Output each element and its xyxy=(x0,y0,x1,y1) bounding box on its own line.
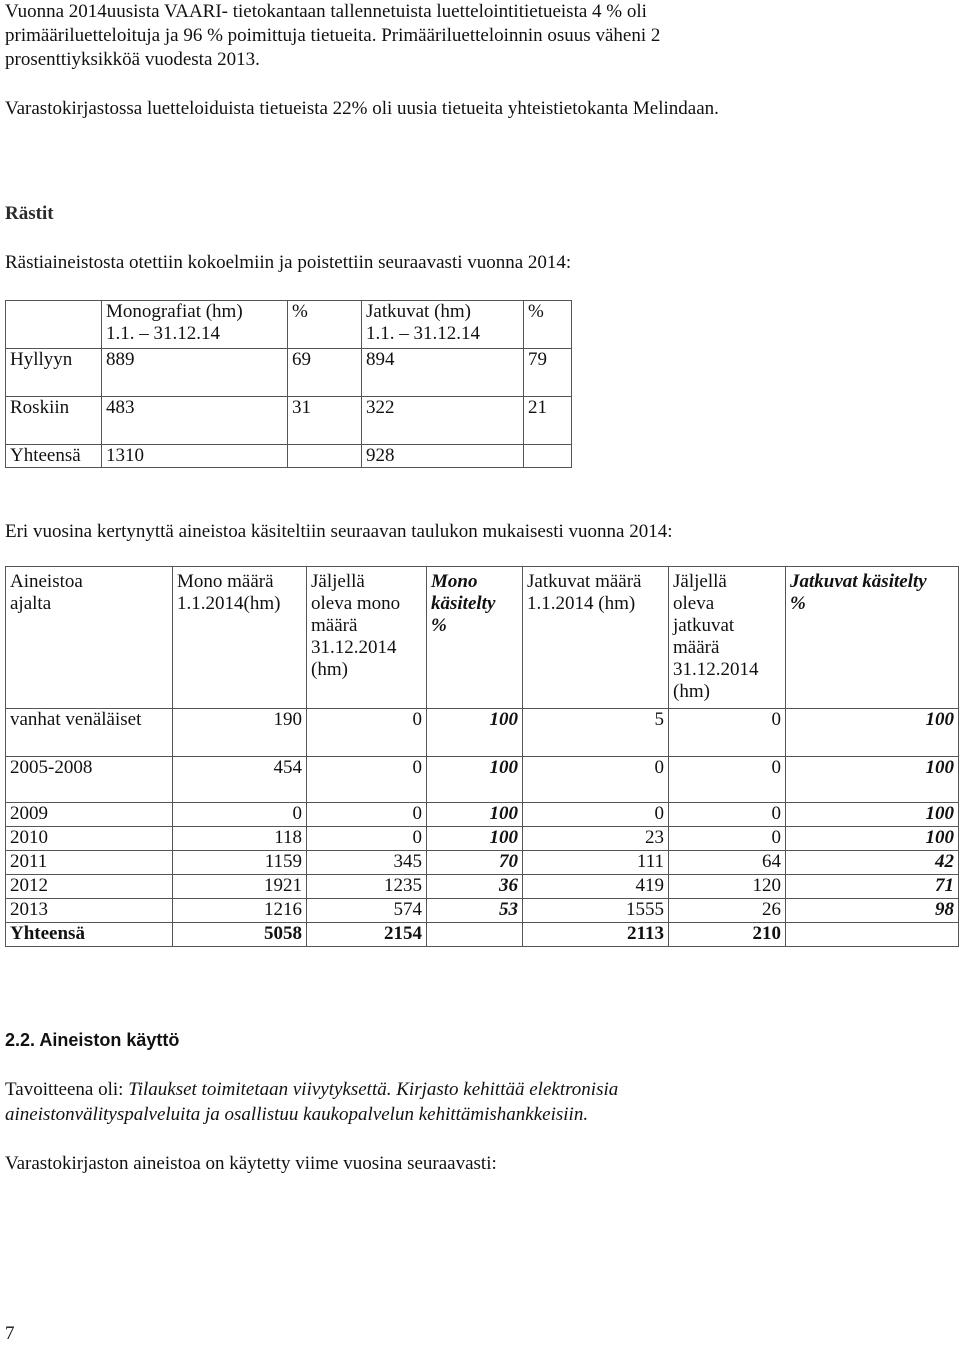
table-cell: 111 xyxy=(523,851,669,875)
table-cell: 0 xyxy=(307,757,427,803)
rastit-table xyxy=(5,300,572,468)
table-header-row xyxy=(6,567,959,709)
table-cell xyxy=(288,445,362,468)
table-cell xyxy=(786,923,959,947)
table-cell: 0 xyxy=(669,709,786,757)
table-cell: 889 xyxy=(102,349,288,397)
table-row xyxy=(6,397,572,445)
table-cell: 0 xyxy=(669,827,786,851)
table-cell: 190 xyxy=(173,709,307,757)
table-cell: 42 xyxy=(786,851,959,875)
table-cell: Hyllyyn xyxy=(6,349,102,397)
table-cell: 0 xyxy=(307,709,427,757)
table-cell: 79 xyxy=(524,349,572,397)
table-cell: 574 xyxy=(307,899,427,923)
table-header-cell: Aineistoa ajalta xyxy=(6,567,173,709)
table-cell: Yhteensä xyxy=(6,923,173,947)
table-cell: 345 xyxy=(307,851,427,875)
table-cell: vanhat venäläiset xyxy=(6,709,173,757)
table-cell: 2113 xyxy=(523,923,669,947)
intro-line-1: Vuonna 2014uusista VAARI- tietokantaan tallennetuista luettelointitietueista 4 % oli xyxy=(5,1,647,22)
table-cell: 1555 xyxy=(523,899,669,923)
table-row xyxy=(6,445,572,468)
table-cell xyxy=(524,445,572,468)
table-cell: 0 xyxy=(669,803,786,827)
table-cell: 2005-2008 xyxy=(6,757,173,803)
table-header-cell: % xyxy=(288,301,362,349)
table-cell: 0 xyxy=(307,803,427,827)
table-cell: 419 xyxy=(523,875,669,899)
table-cell: 64 xyxy=(669,851,786,875)
table-header-cell: Mono käsitelty % xyxy=(427,567,523,709)
table-cell: 0 xyxy=(669,757,786,803)
table-row xyxy=(6,709,959,757)
table-cell: 70 xyxy=(427,851,523,875)
table-cell: 100 xyxy=(427,803,523,827)
section-heading-rastit: Rästit xyxy=(5,203,54,224)
table-row xyxy=(6,899,959,923)
table-cell: 53 xyxy=(427,899,523,923)
table-cell: 0 xyxy=(307,827,427,851)
table-header-cell: Mono määrä 1.1.2014(hm) xyxy=(173,567,307,709)
table-cell: 894 xyxy=(362,349,524,397)
table-row xyxy=(6,827,959,851)
table-cell: 483 xyxy=(102,397,288,445)
table-row xyxy=(6,349,572,397)
table-cell: 2011 xyxy=(6,851,173,875)
table-cell: 1310 xyxy=(102,445,288,468)
goal-text-1: Tilaukset toimitetaan viivytyksettä. Kirjasto kehittää elektronisia xyxy=(128,1079,619,1100)
table-cell: 2013 xyxy=(6,899,173,923)
table-cell: 100 xyxy=(427,757,523,803)
goal-line-1 xyxy=(5,1078,618,1102)
table-cell: 2012 xyxy=(6,875,173,899)
table-cell: 1159 xyxy=(173,851,307,875)
table-cell: 0 xyxy=(523,757,669,803)
table-cell: 100 xyxy=(786,803,959,827)
table-row xyxy=(6,803,959,827)
table-header-cell: Jatkuvat määrä 1.1.2014 (hm) xyxy=(523,567,669,709)
table-cell: 100 xyxy=(786,827,959,851)
table-cell: 100 xyxy=(786,709,959,757)
table-cell: 36 xyxy=(427,875,523,899)
table-cell: 2010 xyxy=(6,827,173,851)
intro-line-2: primääriluetteloituja ja 96 % poimittuja tietueita. Primääriluetteloinnin osuus väheni 2 xyxy=(5,25,661,46)
table-cell: 322 xyxy=(362,397,524,445)
rastit-text: Rästiaineistosta otettiin kokoelmiin ja poistettiin seuraavasti vuonna 2014: xyxy=(5,252,572,273)
table-cell: 1235 xyxy=(307,875,427,899)
intro-line-4: Varastokirjastossa luetteloiduista tietueista 22% oli uusia tietueita yhteistietokanta Melindaan. xyxy=(5,98,719,119)
table-cell: 69 xyxy=(288,349,362,397)
table-row xyxy=(6,875,959,899)
eri-text: Eri vuosina kertynyttä aineistoa käsiteltiin seuraavan taulukon mukaisesti vuonna 2014: xyxy=(5,521,673,542)
table-cell xyxy=(427,923,523,947)
goal-line-2: aineistonvälityspalveluita ja osallistuu kaukopalvelun kehittämishankkeisiin. xyxy=(5,1104,589,1125)
table-cell: 2154 xyxy=(307,923,427,947)
intro-line-3: prosenttiyksikköä vuodesta 2013. xyxy=(5,49,260,70)
table-header-cell: Jatkuvat käsitelty % xyxy=(786,567,959,709)
table-header-cell: Jäljellä oleva mono määrä 31.12.2014 (hm) xyxy=(307,567,427,709)
table-cell: 98 xyxy=(786,899,959,923)
goal-prefix: Tavoitteena oli: xyxy=(5,1079,129,1100)
table-cell: 5058 xyxy=(173,923,307,947)
usage-text: Varastokirjaston aineistoa on käytetty viime vuosina seuraavasti: xyxy=(5,1153,497,1174)
table-cell: 118 xyxy=(173,827,307,851)
table-cell: 26 xyxy=(669,899,786,923)
eri-table xyxy=(5,566,959,947)
table-header-cell: Jatkuvat (hm) 1.1. – 31.12.14 xyxy=(362,301,524,349)
table-cell: 1921 xyxy=(173,875,307,899)
table-cell: Yhteensä xyxy=(6,445,102,468)
table-header-cell: Jäljellä oleva jatkuvat määrä 31.12.2014 (hm) xyxy=(669,567,786,709)
table-cell: 0 xyxy=(523,803,669,827)
table-row xyxy=(6,851,959,875)
table-cell: 100 xyxy=(786,757,959,803)
table-row xyxy=(6,757,959,803)
table-cell: Roskiin xyxy=(6,397,102,445)
table-cell: 454 xyxy=(173,757,307,803)
table-cell: 23 xyxy=(523,827,669,851)
table-header-cell: % xyxy=(524,301,572,349)
table-cell: 2009 xyxy=(6,803,173,827)
table-cell: 1216 xyxy=(173,899,307,923)
section-heading-2-2: 2.2. Aineiston käyttö xyxy=(5,1030,180,1050)
table-cell: 100 xyxy=(427,827,523,851)
table-header-row xyxy=(6,301,572,349)
table-cell: 210 xyxy=(669,923,786,947)
table-cell: 120 xyxy=(669,875,786,899)
table-total-row xyxy=(6,923,959,947)
table-header-cell: Monografiat (hm) 1.1. – 31.12.14 xyxy=(102,301,288,349)
table-cell: 928 xyxy=(362,445,524,468)
table-cell: 0 xyxy=(173,803,307,827)
page-number: 7 xyxy=(5,1323,15,1344)
table-cell: 31 xyxy=(288,397,362,445)
table-cell: 71 xyxy=(786,875,959,899)
table-cell: 21 xyxy=(524,397,572,445)
table-cell xyxy=(6,301,102,349)
table-cell: 5 xyxy=(523,709,669,757)
table-cell: 100 xyxy=(427,709,523,757)
